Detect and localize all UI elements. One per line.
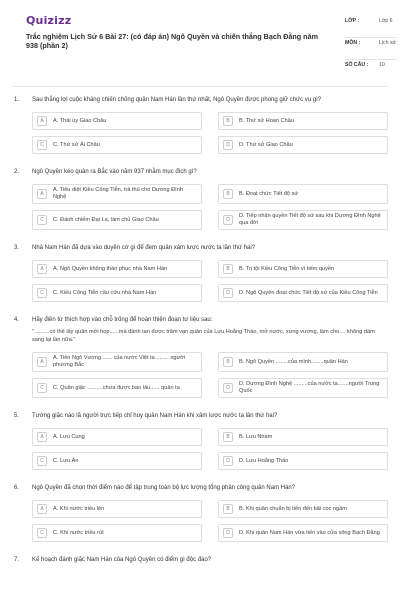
option-text: A. Ngô Quyền không thần phục nhà Nam Hán — [53, 265, 168, 272]
question-item — [12, 316, 388, 398]
question-header — [12, 96, 388, 104]
question-number: 6. — [14, 485, 20, 491]
option-letter-badge: D — [223, 140, 233, 150]
answer-option[interactable] — [32, 284, 202, 302]
option-text: B. Ngô Quyền ........của mình........quân Hán — [239, 358, 348, 365]
answer-option[interactable] — [218, 112, 388, 130]
question-header — [12, 316, 388, 324]
option-text: B. Đoạt chức Tiết độ sứ — [239, 190, 299, 197]
question-header — [12, 168, 388, 176]
question-text: Nhà Nam Hán đã dựa vào duyên cớ gì để đem quân xâm lược nước ta lần thứ hai? — [32, 245, 255, 251]
answer-option[interactable] — [218, 378, 388, 398]
answer-option[interactable] — [32, 112, 202, 130]
option-text: B. Thứ sử Hoan Châu — [239, 117, 294, 124]
meta-value: 10 — [379, 62, 385, 68]
answer-option[interactable] — [32, 378, 202, 398]
meta-key: SỐ CÂU : — [345, 62, 369, 68]
question-header — [12, 244, 388, 252]
answer-option[interactable] — [32, 136, 202, 154]
answer-option[interactable] — [218, 184, 388, 204]
option-text: D. Dương Đình Nghệ .........của nước ta.......người Trung Quốc — [239, 381, 380, 394]
answer-option[interactable] — [32, 428, 202, 446]
option-text: C. Lưu Ẩn — [53, 457, 79, 464]
meta-panel — [345, 16, 397, 74]
question-item — [12, 412, 388, 470]
question-header — [12, 412, 388, 420]
question-number: 1. — [14, 97, 20, 103]
answer-option[interactable] — [32, 184, 202, 204]
answer-options — [12, 112, 388, 154]
answer-option[interactable] — [218, 452, 388, 470]
option-letter-badge: D — [223, 215, 233, 225]
option-text: C. Thứ sử Ái Châu — [53, 141, 100, 148]
meta-key: MÔN : — [345, 40, 361, 46]
page-header — [12, 0, 397, 86]
question-number: 4. — [14, 317, 20, 323]
answer-option[interactable] — [32, 524, 202, 542]
option-text: D. Tiếp nhận quyền Tiết độ sứ sau khi Dương Đình Nghệ qua đời — [239, 213, 381, 226]
option-letter-badge: D — [223, 288, 233, 298]
question-text: Tướng giặc nào lã người trực tiếp chỉ huy quân Nam Hán khi xâm lược nước ta lần thứ hai? — [32, 413, 278, 419]
answer-option[interactable] — [218, 260, 388, 278]
option-letter-badge: A — [37, 357, 47, 367]
option-letter-badge: C — [37, 288, 47, 298]
option-text: A. Tiêu diệt Kiều Công Tiễn, trả thù cho Dương Đình Nghệ — [53, 187, 183, 200]
option-text: A. Lưu Cung — [53, 433, 85, 440]
option-letter-badge: C — [37, 215, 47, 225]
option-letter-badge: A — [37, 189, 47, 199]
meta-value: Lớp 6 — [379, 18, 393, 24]
answer-option[interactable] — [32, 452, 202, 470]
question-text: Ngô Quyền kéo quân ra Bắc vào năm 937 nhằm mục đích gì? — [32, 169, 197, 175]
meta-row-class — [345, 16, 397, 38]
option-letter-badge: C — [37, 528, 47, 538]
answer-option[interactable] — [218, 428, 388, 446]
question-text: Ngô Quyền đã chọn thời điểm nào để tập trung toàn bộ lực lượng tổng phản công quân Nam Hán? — [32, 485, 296, 491]
option-letter-badge: A — [37, 504, 47, 514]
option-letter-badge: A — [37, 116, 47, 126]
option-letter-badge: B — [223, 432, 233, 442]
option-letter-badge: C — [37, 383, 47, 393]
answer-option[interactable] — [218, 284, 388, 302]
answer-option[interactable] — [32, 500, 202, 518]
answer-option[interactable] — [218, 352, 388, 372]
header-divider — [12, 86, 388, 87]
option-text: B. Trị tội Kiều Công Tiễn vì tiếm quyền — [239, 265, 335, 272]
quizizz-logo: Quizizz — [26, 14, 72, 27]
answer-option[interactable] — [218, 136, 388, 154]
option-text: B. Khi quân chuẩn bị tiến đến bãi cọc ngầm — [239, 505, 347, 512]
option-text: D. Lưu Hoằng Tháo — [239, 457, 289, 464]
option-letter-badge: C — [37, 140, 47, 150]
answer-option[interactable] — [32, 260, 202, 278]
answer-option[interactable] — [218, 210, 388, 230]
question-number: 7. — [14, 557, 20, 563]
answer-options — [12, 260, 388, 302]
option-text: D. Thứ sử Giao Châu — [239, 141, 293, 148]
answer-options — [12, 352, 388, 398]
meta-key: LỚP : — [345, 18, 360, 24]
question-number: 3. — [14, 245, 20, 251]
question-item — [12, 96, 388, 154]
option-letter-badge: D — [223, 383, 233, 393]
option-text: C. Kiều Công Tiễn cầu cứu nhà Nam Hán — [53, 289, 157, 296]
question-number: 5. — [14, 413, 20, 419]
option-letter-badge: D — [223, 528, 233, 538]
question-header — [12, 556, 388, 564]
question-text: Sau thắng lợi cuộc kháng chiến chống quân Nam Hán lần thứ nhất, Ngô Quyền được phong giữ chức vụ gì? — [32, 97, 322, 103]
page-title: Trắc nghiệm Lịch Sử 6 Bài 27: (có đáp án) Ngô Quyền và chiến thắng Bạch Đằng năm 938 (phần 2) — [26, 32, 318, 50]
answer-option[interactable] — [32, 210, 202, 230]
question-text: Kế hoạch đánh giặc Nam Hán của Ngô Quyền có điểm gì độc đáo? — [32, 557, 212, 563]
option-letter-badge: C — [37, 456, 47, 466]
answer-option[interactable] — [218, 524, 388, 542]
option-text: C. Khi nước triều rút — [53, 529, 104, 536]
question-item — [12, 244, 388, 302]
question-item — [12, 484, 388, 542]
answer-option[interactable] — [218, 500, 388, 518]
answer-options — [12, 184, 388, 230]
question-item — [12, 168, 388, 230]
question-passage: "..........có thể lấy quân mới họp......mà đánh tan được trăm vạn quân của Lưu Hoằng Tháo, mở nước, xưng vương, làm cho.... không dám sang lại lần nữa." — [32, 329, 375, 343]
option-letter-badge: B — [223, 264, 233, 274]
question-header — [12, 484, 388, 492]
option-letter-badge: A — [37, 432, 47, 442]
question-number: 2. — [14, 169, 20, 175]
answer-options — [12, 428, 388, 470]
option-letter-badge: B — [223, 116, 233, 126]
meta-value: Lịch sử — [379, 40, 397, 46]
option-letter-badge: A — [37, 264, 47, 274]
option-text: B. Lưu Nham — [239, 433, 273, 440]
question-text: Hãy điền từ thích hợp vào chỗ trống để hoàn thiện đoạn tư liệu sau: — [32, 317, 213, 323]
option-text: C. Quân giặc ..........chưa được bao lâu...... quân ta — [53, 384, 180, 391]
option-text: A. Thái úy Giao Châu — [53, 117, 107, 124]
meta-row-count — [345, 60, 397, 74]
option-letter-badge: B — [223, 189, 233, 199]
option-text: D. Khi quân Nam Hán vừa tiến vào cửa sông Bạch Đằng — [239, 529, 380, 536]
answer-option[interactable] — [32, 352, 202, 372]
answer-options — [12, 500, 388, 542]
option-text: D. Ngô Quyền đoạt chức Tiết độ sứ của Kiều Công Tiễn — [239, 289, 378, 296]
option-text: A. Tiền Ngô Vương ...... của nước Việt ta ........ người phương Bắc — [53, 355, 186, 368]
meta-row-subject — [345, 38, 397, 60]
option-text: A. Khi nước triều lên — [53, 505, 105, 512]
option-text: C. Đánh chiếm Đại La, làm chủ Giao Châu — [53, 216, 159, 223]
option-letter-badge: D — [223, 456, 233, 466]
option-letter-badge: B — [223, 357, 233, 367]
option-letter-badge: B — [223, 504, 233, 514]
question-item — [12, 556, 388, 564]
question-list — [12, 96, 388, 578]
